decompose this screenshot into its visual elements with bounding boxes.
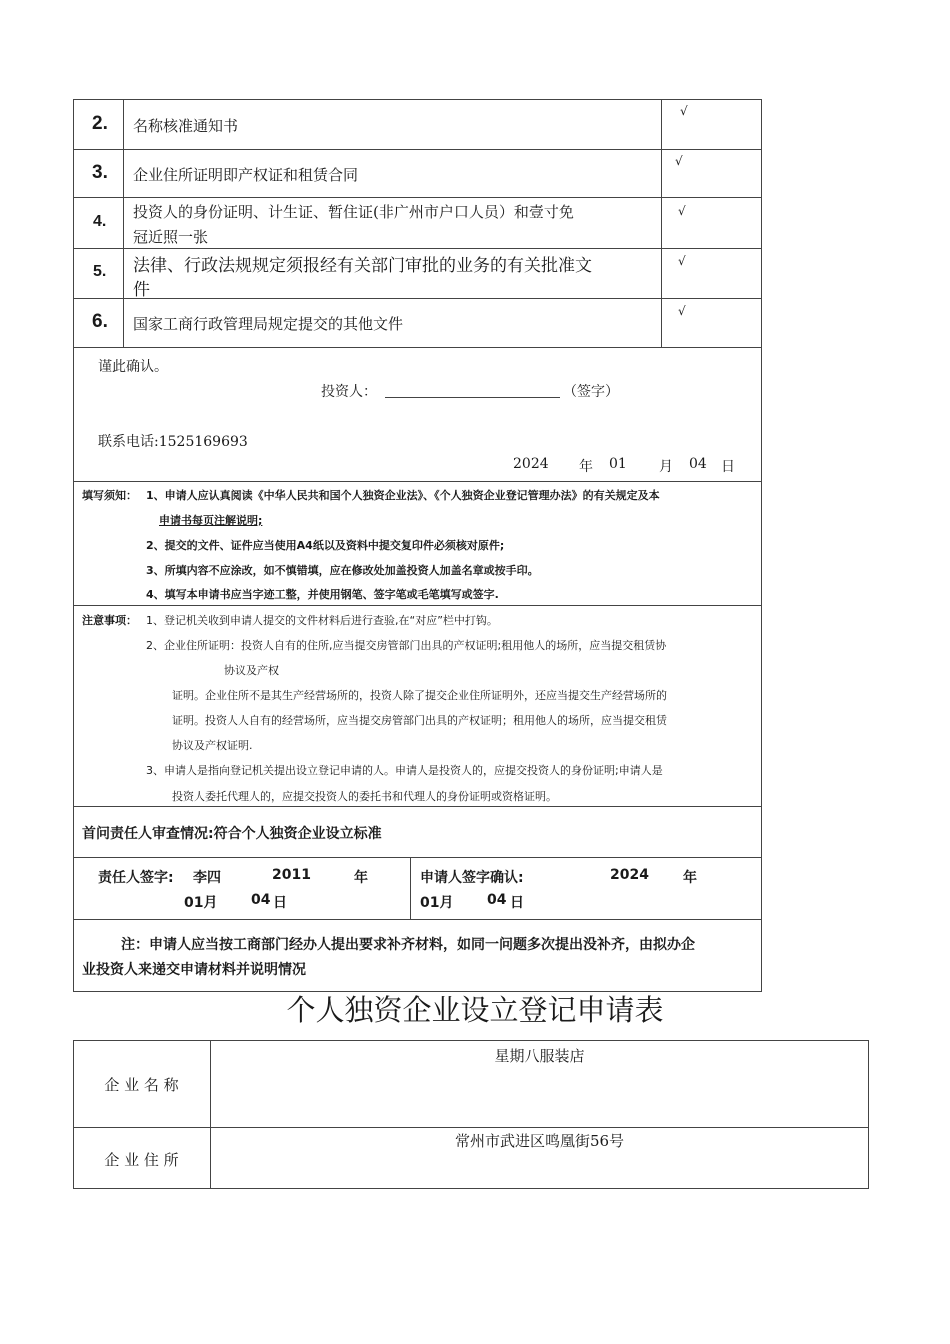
company-name-value: 星期八服装店 [494, 1047, 585, 1065]
check-mark: √ [675, 154, 683, 168]
responsible-year: 2011 [272, 867, 311, 883]
applicant-label: 申请人签字确认: [420, 870, 524, 886]
row-number: 3. [92, 162, 108, 183]
date-day: 04 [689, 456, 707, 472]
fill-note: 1、申请人应认真阅读《中华人民共和国个人独资企业法》、《个人独资企业登记管理办法》的有关规定及本 [146, 489, 660, 502]
review-result: 首问责任人审查情况:符合个人独资企业设立标准 [82, 826, 382, 842]
document-name: 企业住所证明即产权证和租赁合同 [133, 166, 359, 184]
fill-note: 4、填写本申请书应当字迹工整，并使用钢笔、签字笔或毛笔填写或签字. [146, 588, 499, 601]
row-number: 4. [93, 213, 107, 230]
form-title: 个人独资企业设立登记申请表 [286, 993, 664, 1027]
investor-signature-line [385, 397, 560, 398]
responsible-month: 01月 [184, 895, 218, 911]
note-line: 业投资人来递交申请材料并说明情况 [82, 962, 306, 978]
attention-line: 2、企业住所证明：投资人自有的住所,应当提交房管部门出具的产权证明;租用他人的场所，应当提交租赁协 [146, 639, 667, 652]
confirm-text: 谨此确认。 [98, 359, 168, 375]
document-name: 名称核准通知书 [133, 117, 239, 135]
day-label: 日 [721, 459, 735, 475]
document-name: 国家工商行政管理局规定提交的其他文件 [133, 315, 404, 333]
date-month: 01 [609, 456, 627, 472]
attention-line: 3、申请人是指向登记机关提出设立登记申请的人。申请人是投资人的，应提交投资人的身份证明;申请人是 [146, 764, 663, 777]
note-line: 注：申请人应当按工商部门经办人提出要求补齐材料，如同一问题多次提出没补齐，由拟办企 [121, 937, 695, 953]
fill-note: 申请书每页注解说明; [159, 514, 263, 527]
date-year: 2024 [513, 456, 549, 472]
attention-line: 1、登记机关收到申请人提交的文件材料后进行查验,在“对应”栏中打钩。 [146, 614, 498, 627]
attention-label: 注意事项： [82, 614, 137, 627]
check-mark: √ [678, 254, 686, 268]
sign-label: （签字） [563, 384, 619, 400]
check-mark: √ [680, 104, 688, 118]
phone: 联系电话:1525169693 [98, 434, 248, 450]
month-label: 月 [659, 459, 673, 475]
attention-line: 投资人委托代理人的，应提交投资人的委托书和代理人的身份证明或资格证明。 [172, 790, 557, 803]
row-number: 6. [92, 311, 108, 332]
document-name: 投资人的身份证明、计生证、暂住证(非广州市户口人员）和壹寸免 [133, 203, 574, 221]
attention-line: 协议及产权 [224, 664, 279, 677]
year-label: 年 [354, 870, 368, 886]
responsible-name: 李四 [193, 870, 221, 886]
responsible-label: 责任人签字: [98, 870, 174, 886]
fill-notes-label: 填写须知： [82, 489, 137, 502]
year-label: 年 [683, 870, 697, 886]
document-name-cont: 件 [133, 280, 150, 300]
investor-label: 投资人： [321, 384, 377, 400]
fill-note: 2、提交的文件、证件应当使用A4纸以及资料中提交复印件必须核对原件; [146, 539, 505, 552]
year-label: 年 [579, 459, 593, 475]
applicant-month: 01月 [420, 895, 454, 911]
attention-line: 证明。企业住所不是其生产经营场所的，投资人除了提交企业住所证明外，还应当提交生产经营场所的 [172, 689, 667, 702]
applicant-year: 2024 [610, 867, 649, 883]
applicant-day: 04 [487, 892, 507, 908]
check-mark: √ [678, 304, 686, 318]
document-name: 法律、行政法规规定须报经有关部门审批的业务的有关批准文 [133, 256, 592, 276]
row-number: 5. [93, 263, 107, 280]
check-mark: √ [678, 204, 686, 218]
fill-note: 3、所填内容不应涂改，如不慎错填，应在修改处加盖投资人加盖名章或按手印。 [146, 564, 539, 577]
company-name-label: 企 业 名 称 [104, 1076, 179, 1094]
responsible-day: 04 [251, 892, 271, 908]
attention-line: 证明。投资人人自有的经营场所，应当提交房管部门出具的产权证明；租用他人的场所，应当提交租赁 [172, 714, 667, 727]
day-label: 日 [273, 895, 287, 911]
document-name-cont: 冠近照一张 [133, 228, 209, 246]
company-address-label: 企 业 住 所 [104, 1151, 179, 1169]
company-address-value: 常州市武进区鸣凰街56号 [454, 1132, 625, 1150]
row-number: 2. [92, 113, 108, 134]
attention-line: 协议及产权证明. [172, 739, 253, 752]
day-label: 日 [510, 895, 524, 911]
